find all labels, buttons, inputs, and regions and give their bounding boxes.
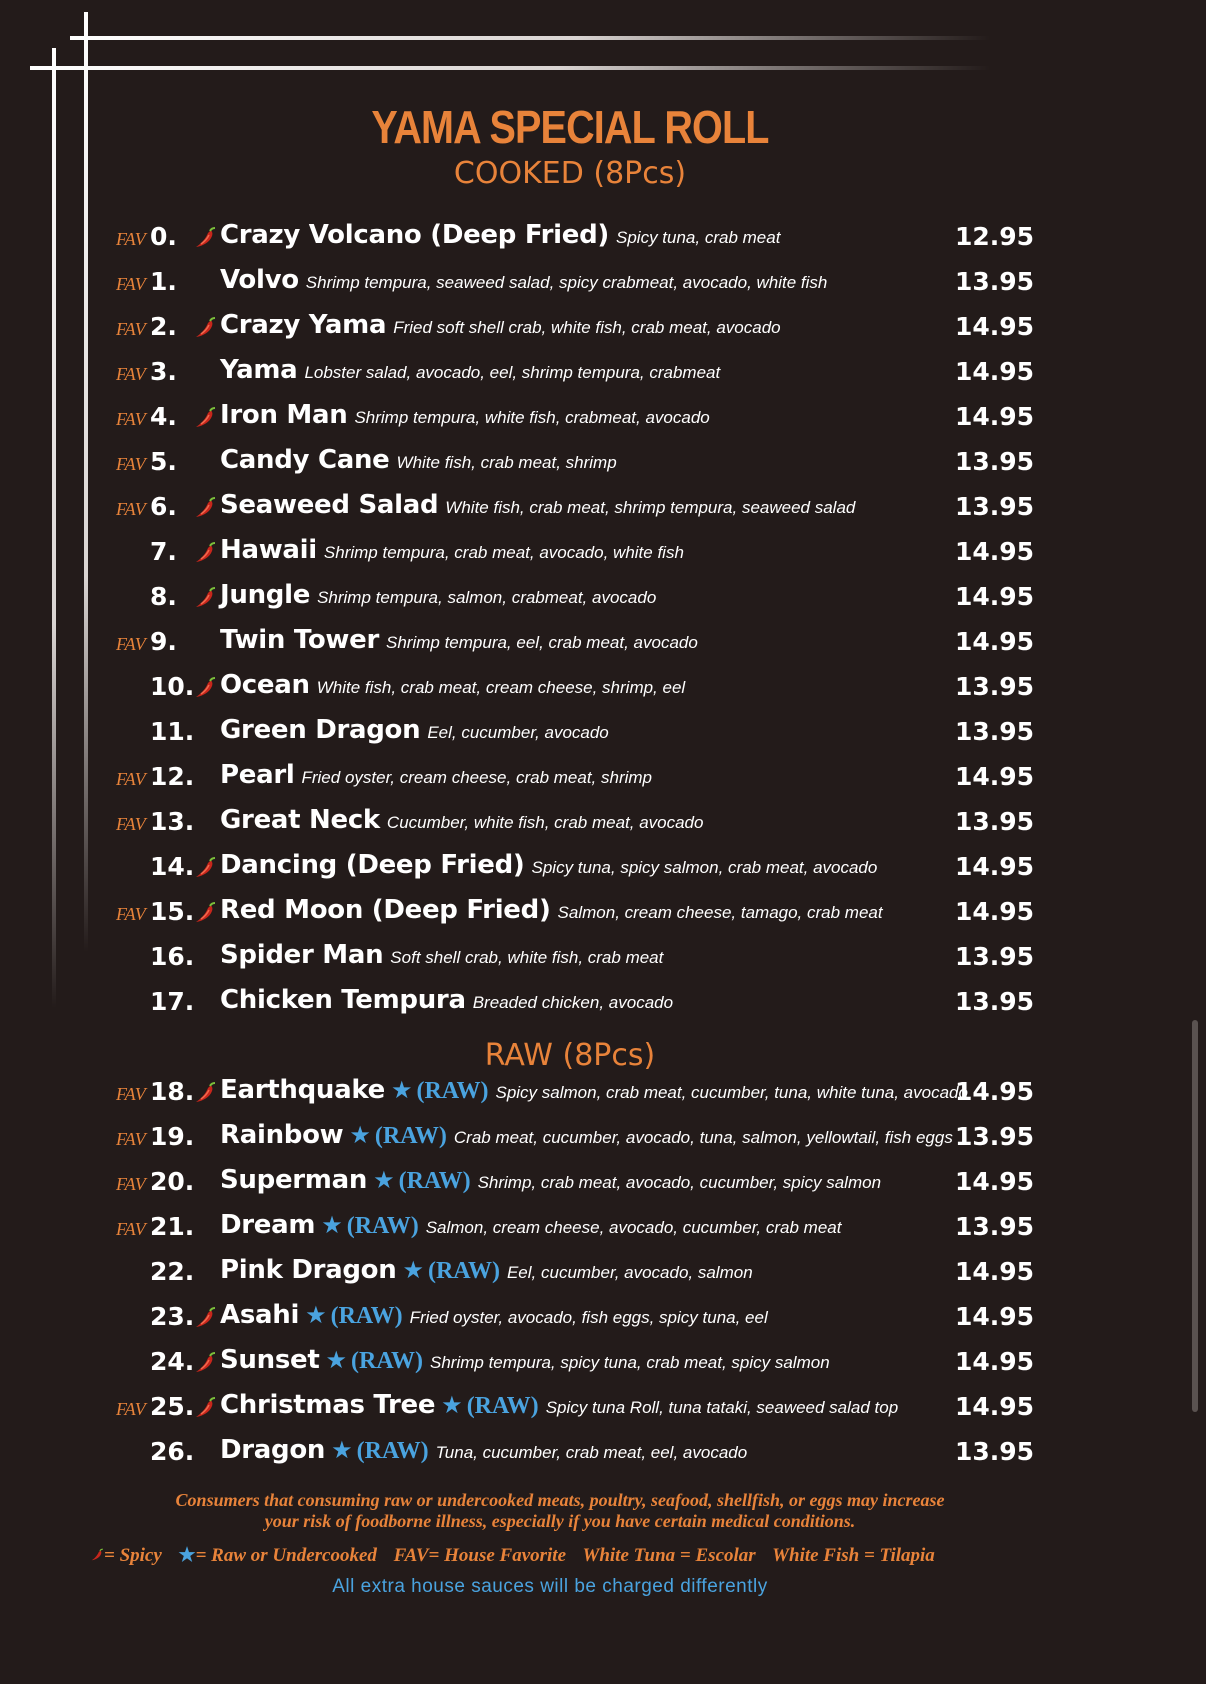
menu-title: YAMA SPECIAL ROLL: [371, 101, 769, 153]
fav-badge: FAV: [116, 319, 146, 339]
menu-item-row: [0, 1163, 1206, 1207]
star-icon: ★: [349, 1121, 371, 1149]
item-name: Pink Dragon: [220, 1255, 397, 1285]
item-name: Crazy Yama: [220, 310, 387, 340]
item-description: Spicy tuna Roll, tuna tataki, seaweed salad top: [545, 1398, 899, 1417]
item-number: 0.: [150, 222, 177, 251]
item-description: Shrimp tempura, spicy tuna, crab meat, spicy salmon: [430, 1353, 830, 1372]
chili-pepper-icon: [193, 587, 217, 609]
menu-item-row: [0, 893, 1206, 937]
item-number: 19.: [150, 1122, 195, 1151]
raw-tag: (RAW): [330, 1303, 403, 1329]
menu-item-row: [0, 353, 1206, 397]
item-description: Shrimp tempura, salmon, crabmeat, avocado: [317, 588, 657, 607]
item-name: Chicken Tempura: [220, 985, 466, 1015]
menu-item-row: [0, 218, 1206, 262]
star-icon: ★: [305, 1301, 327, 1329]
item-price: 14.95: [955, 402, 1035, 431]
menu-item-row: [0, 578, 1206, 622]
item-description: Shrimp, crab meat, avocado, cucumber, spicy salmon: [477, 1173, 882, 1192]
menu-item-row: [0, 1253, 1206, 1297]
item-number: 21.: [150, 1212, 195, 1241]
item-description: Eel, cucumber, avocado, salmon: [506, 1263, 753, 1282]
legend-fav: FAV= House Favorite: [393, 1545, 567, 1566]
item-name-line: [220, 535, 684, 565]
item-name-line: [220, 670, 685, 700]
menu-item-row: [0, 758, 1206, 802]
item-price: 14.95: [955, 852, 1035, 881]
chili-pepper-icon: [193, 227, 217, 249]
fav-badge: FAV: [116, 274, 146, 294]
item-price: 13.95: [955, 942, 1035, 971]
fav-badge: FAV: [116, 499, 146, 519]
item-price: 12.95: [955, 222, 1035, 251]
item-name-line: [220, 580, 656, 610]
chili-pepper-icon: [193, 1082, 217, 1104]
item-name: Iron Man: [220, 400, 348, 430]
item-description: Lobster salad, avocado, eel, shrimp tempura, crabmeat: [304, 363, 721, 382]
menu-item-row: [0, 1433, 1206, 1477]
legend-raw: ★= Raw or Undercooked: [178, 1545, 377, 1566]
raw-tag: (RAW): [466, 1393, 539, 1419]
item-name-line: [220, 1075, 968, 1105]
menu-item-row: [0, 1118, 1206, 1162]
food-safety-warning: [80, 1490, 1040, 1532]
chili-pepper-icon: [193, 407, 217, 429]
item-number: 3.: [150, 357, 177, 386]
raw-tag: (RAW): [398, 1168, 471, 1194]
item-description: White fish, crab meat, cream cheese, shrimp, eel: [316, 678, 686, 697]
item-number: 23.: [150, 1302, 195, 1331]
fav-badge: FAV: [116, 409, 146, 429]
menu-item-row: [0, 623, 1206, 667]
legend-spicy: = Spicy: [90, 1545, 167, 1566]
item-name: Green Dragon: [220, 715, 421, 745]
item-price: 13.95: [955, 492, 1035, 521]
chili-pepper-icon: [193, 1352, 217, 1374]
item-number: 8.: [150, 582, 177, 611]
item-number: 22.: [150, 1257, 195, 1286]
item-name-line: [220, 1210, 841, 1240]
section-title-cooked: COOKED (8Pcs): [453, 156, 687, 191]
fav-badge: FAV: [116, 454, 146, 474]
item-number: 17.: [150, 987, 195, 1016]
chili-pepper-icon: [193, 677, 217, 699]
item-description: Shrimp tempura, eel, crab meat, avocado: [386, 633, 698, 652]
menu-item-row: [0, 398, 1206, 442]
menu-item-row: [0, 668, 1206, 712]
item-name-line: [220, 1165, 881, 1195]
item-number: 25.: [150, 1392, 195, 1421]
item-name-line: [220, 895, 883, 925]
item-name: Earthquake: [220, 1075, 385, 1105]
item-description: Salmon, cream cheese, tamago, crab meat: [557, 903, 883, 922]
item-price: 14.95: [955, 537, 1035, 566]
item-price: 14.95: [955, 1392, 1035, 1421]
item-number: 18.: [150, 1077, 195, 1106]
menu-item-row: [0, 938, 1206, 982]
menu-item-row: [0, 1208, 1206, 1252]
item-name: Dancing (Deep Fried): [220, 850, 525, 880]
item-description: Eel, cucumber, avocado: [427, 723, 609, 742]
raw-tag: (RAW): [356, 1438, 429, 1464]
item-name-line: [220, 940, 663, 970]
item-name-line: [220, 760, 652, 790]
item-name: Crazy Volcano (Deep Fried): [220, 220, 609, 250]
item-number: 1.: [150, 267, 177, 296]
item-number: 9.: [150, 627, 177, 656]
item-description: Shrimp tempura, seaweed salad, spicy crabmeat, avocado, white fish: [305, 273, 828, 292]
item-number: 26.: [150, 1437, 195, 1466]
item-description: Crab meat, cucumber, avocado, tuna, salmon, yellowtail, fish eggs: [453, 1128, 953, 1147]
item-name-line: [220, 265, 827, 295]
item-name: Rainbow: [220, 1120, 344, 1150]
item-price: 14.95: [955, 357, 1035, 386]
item-name: Great Neck: [220, 805, 380, 835]
item-name: Twin Tower: [220, 625, 379, 655]
item-name: Hawaii: [220, 535, 317, 565]
fav-badge: FAV: [116, 229, 146, 249]
fav-badge: FAV: [116, 1084, 146, 1104]
fav-badge: FAV: [116, 1219, 146, 1239]
item-price: 13.95: [955, 447, 1035, 476]
star-icon: ★: [178, 1545, 196, 1566]
fav-badge: FAV: [116, 769, 146, 789]
chili-pepper-icon: [193, 857, 217, 879]
item-name-line: [220, 805, 703, 835]
item-price: 14.95: [955, 1077, 1035, 1106]
section-title-raw: RAW (8Pcs): [484, 1038, 656, 1073]
item-price: 13.95: [955, 1212, 1035, 1241]
item-price: 14.95: [955, 1257, 1035, 1286]
item-name-line: [220, 850, 877, 880]
legend: [90, 1544, 1050, 1567]
item-number: 14.: [150, 852, 195, 881]
item-description: Spicy tuna, spicy salmon, crab meat, avocado: [531, 858, 878, 877]
item-price: 14.95: [955, 627, 1035, 656]
item-name: Seaweed Salad: [220, 490, 439, 520]
item-name-line: [220, 400, 710, 430]
item-description: White fish, crab meat, shrimp tempura, seaweed salad: [445, 498, 856, 517]
menu-item-row: [0, 983, 1206, 1027]
item-price: 14.95: [955, 312, 1035, 341]
item-name-line: [220, 985, 673, 1015]
item-price: 14.95: [955, 1347, 1035, 1376]
item-name: Pearl: [220, 760, 295, 790]
item-name-line: [220, 1435, 747, 1465]
item-name: Dragon: [220, 1435, 326, 1465]
warning-line-2: your risk of foodborne illness, especially if you have certain medical conditions.: [264, 1511, 856, 1531]
menu-item-row: [0, 443, 1206, 487]
menu-item-row: [0, 488, 1206, 532]
item-description: Spicy salmon, crab meat, cucumber, tuna, white tuna, avocado: [495, 1083, 968, 1102]
menu-item-row: [0, 803, 1206, 847]
item-name-line: [220, 355, 720, 385]
item-number: 7.: [150, 537, 177, 566]
item-name-line: [220, 310, 781, 340]
item-description: Shrimp tempura, white fish, crabmeat, avocado: [354, 408, 710, 427]
item-price: 13.95: [955, 1122, 1035, 1151]
item-description: Salmon, cream cheese, avocado, cucumber, crab meat: [425, 1218, 842, 1237]
warning-line-1: Consumers that consuming raw or undercooked meats, poultry, seafood, shellfish, or eggs may increase: [175, 1490, 945, 1510]
item-name-line: [220, 1390, 898, 1420]
item-number: 12.: [150, 762, 195, 791]
item-price: 13.95: [955, 807, 1035, 836]
menu-item-row: [0, 1343, 1206, 1387]
fav-badge: FAV: [116, 814, 146, 834]
item-number: 4.: [150, 402, 177, 431]
item-price: 14.95: [955, 762, 1035, 791]
menu-item-row: [0, 533, 1206, 577]
item-description: Soft shell crab, white fish, crab meat: [390, 948, 664, 967]
star-icon: ★: [402, 1256, 424, 1284]
item-description: Fried oyster, cream cheese, crab meat, shrimp: [301, 768, 653, 787]
legend-white-tuna: White Tuna = Escolar: [582, 1545, 756, 1566]
menu-item-row: [0, 263, 1206, 307]
item-name: Dream: [220, 1210, 316, 1240]
star-icon: ★: [390, 1076, 413, 1104]
item-description: Breaded chicken, avocado: [472, 993, 674, 1012]
item-price: 13.95: [955, 672, 1035, 701]
fav-badge: FAV: [116, 364, 146, 384]
chili-pepper-icon: [193, 497, 217, 519]
item-name-line: [220, 1120, 953, 1150]
item-price: 13.95: [955, 1437, 1035, 1466]
item-number: 2.: [150, 312, 177, 341]
raw-tag: (RAW): [374, 1123, 447, 1149]
item-name-line: [220, 445, 617, 475]
item-name: Sunset: [220, 1345, 320, 1375]
fav-badge: FAV: [116, 904, 146, 924]
item-price: 14.95: [955, 897, 1035, 926]
item-number: 11.: [150, 717, 195, 746]
item-name: Red Moon (Deep Fried): [220, 895, 551, 925]
item-number: 5.: [150, 447, 177, 476]
menu-item-row: [0, 1073, 1206, 1117]
item-name: Spider Man: [220, 940, 384, 970]
item-number: 13.: [150, 807, 195, 836]
item-number: 6.: [150, 492, 177, 521]
star-icon: ★: [331, 1436, 353, 1464]
chili-pepper-icon: [193, 1307, 217, 1329]
item-name-line: [220, 1300, 768, 1330]
item-name: Volvo: [220, 265, 299, 295]
item-price: 13.95: [955, 267, 1035, 296]
item-description: Tuna, cucumber, crab meat, eel, avocado: [435, 1443, 748, 1462]
item-name: Christmas Tree: [220, 1390, 436, 1420]
item-price: 14.95: [955, 1302, 1035, 1331]
fav-badge: FAV: [116, 1174, 146, 1194]
item-description: Spicy tuna, crab meat: [616, 228, 781, 247]
chili-pepper-icon: [90, 1547, 104, 1563]
item-name: Yama: [220, 355, 298, 385]
menu-item-row: [0, 308, 1206, 352]
item-number: 16.: [150, 942, 195, 971]
item-name-line: [220, 1255, 753, 1285]
raw-tag: (RAW): [416, 1078, 489, 1104]
item-price: 14.95: [955, 582, 1035, 611]
raw-tag: (RAW): [427, 1258, 500, 1284]
raw-tag: (RAW): [351, 1348, 423, 1374]
menu-item-row: [0, 848, 1206, 892]
item-price: 14.95: [955, 1167, 1035, 1196]
item-price: 13.95: [955, 987, 1035, 1016]
item-number: 20.: [150, 1167, 195, 1196]
item-name-line: [220, 490, 855, 520]
item-number: 15.: [150, 897, 195, 926]
item-number: 24.: [150, 1347, 195, 1376]
chili-pepper-icon: [193, 317, 217, 339]
menu-item-row: [0, 1388, 1206, 1432]
raw-tag: (RAW): [346, 1213, 419, 1239]
item-name-line: [220, 625, 698, 655]
frame-line-top-inner: [30, 66, 990, 70]
chili-pepper-icon: [193, 1397, 217, 1419]
item-name-line: [220, 220, 780, 250]
item-price: 13.95: [955, 717, 1035, 746]
sauce-note: All extra house sauces will be charged differently: [332, 1576, 768, 1597]
item-description: Fried soft shell crab, white fish, crab meat, avocado: [393, 318, 781, 337]
item-description: Fried oyster, avocado, fish eggs, spicy tuna, eel: [409, 1308, 768, 1327]
item-name-line: [220, 715, 609, 745]
item-name: Jungle: [220, 580, 311, 610]
star-icon: ★: [441, 1391, 463, 1419]
item-name: Ocean: [220, 670, 310, 700]
item-name-line: [220, 1345, 830, 1375]
item-name: Asahi: [220, 1300, 300, 1330]
frame-line-top: [70, 36, 990, 40]
chili-pepper-icon: [193, 902, 217, 924]
item-name: Superman: [220, 1165, 368, 1195]
item-description: Shrimp tempura, crab meat, avocado, white fish: [323, 543, 684, 562]
star-icon: ★: [325, 1346, 347, 1374]
item-name: Candy Cane: [220, 445, 390, 475]
fav-badge: FAV: [116, 1129, 146, 1149]
menu-item-row: [0, 1298, 1206, 1342]
star-icon: ★: [321, 1211, 343, 1239]
fav-badge: FAV: [116, 1399, 146, 1419]
item-number: 10.: [150, 672, 195, 701]
item-description: White fish, crab meat, shrimp: [396, 453, 617, 472]
legend-white-fish: White Fish = Tilapia: [772, 1545, 935, 1566]
fav-badge: FAV: [116, 634, 146, 654]
chili-pepper-icon: [193, 542, 217, 564]
star-icon: ★: [373, 1166, 395, 1194]
menu-item-row: [0, 713, 1206, 757]
item-description: Cucumber, white fish, crab meat, avocado: [386, 813, 704, 832]
